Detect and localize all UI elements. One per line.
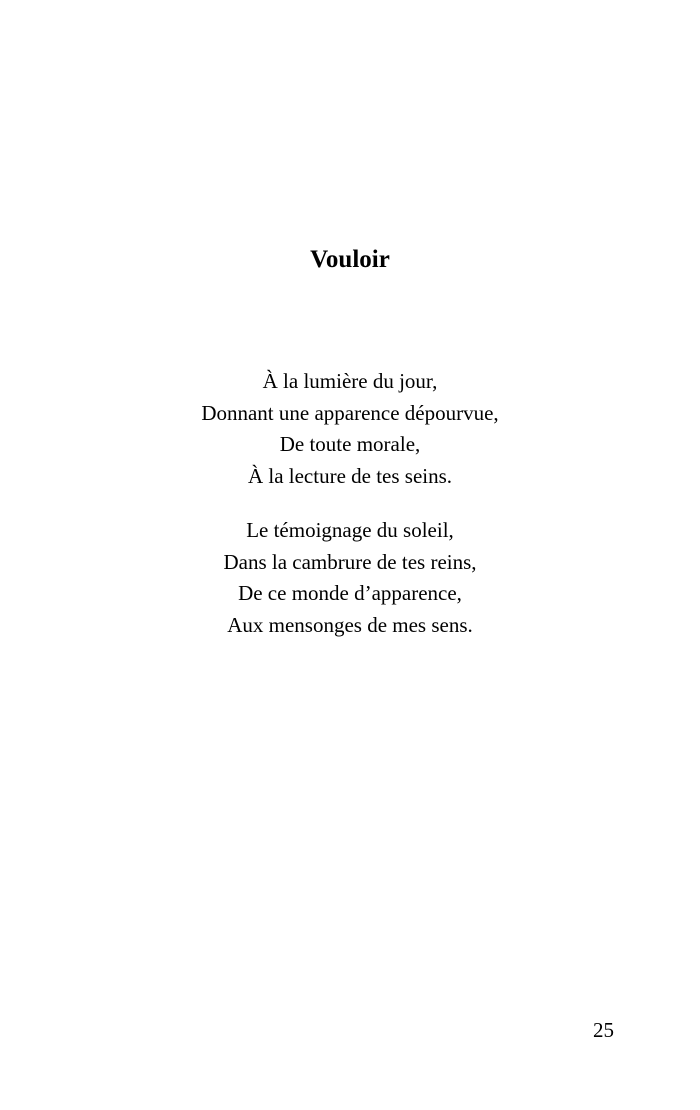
verse-line: De toute morale, [279,432,421,456]
verse-line: À la lecture de tes seins. [247,463,453,488]
stanza-2 [0,515,700,641]
verse-line: Dans la cambrure de tes reins, [223,549,477,574]
stanza-1 [0,366,700,492]
poem-title: Vouloir [310,246,390,273]
verse-line: Le témoignage du soleil, [246,518,454,542]
verse-line: Donnant une apparence dépourvue, [201,400,499,425]
verse-line: À la lumière du jour, [262,369,438,393]
verse-line: De ce monde d’apparence, [238,581,462,605]
verse-line: Aux mensonges de mes sens. [227,612,473,637]
page-number: 25 [593,1018,614,1042]
